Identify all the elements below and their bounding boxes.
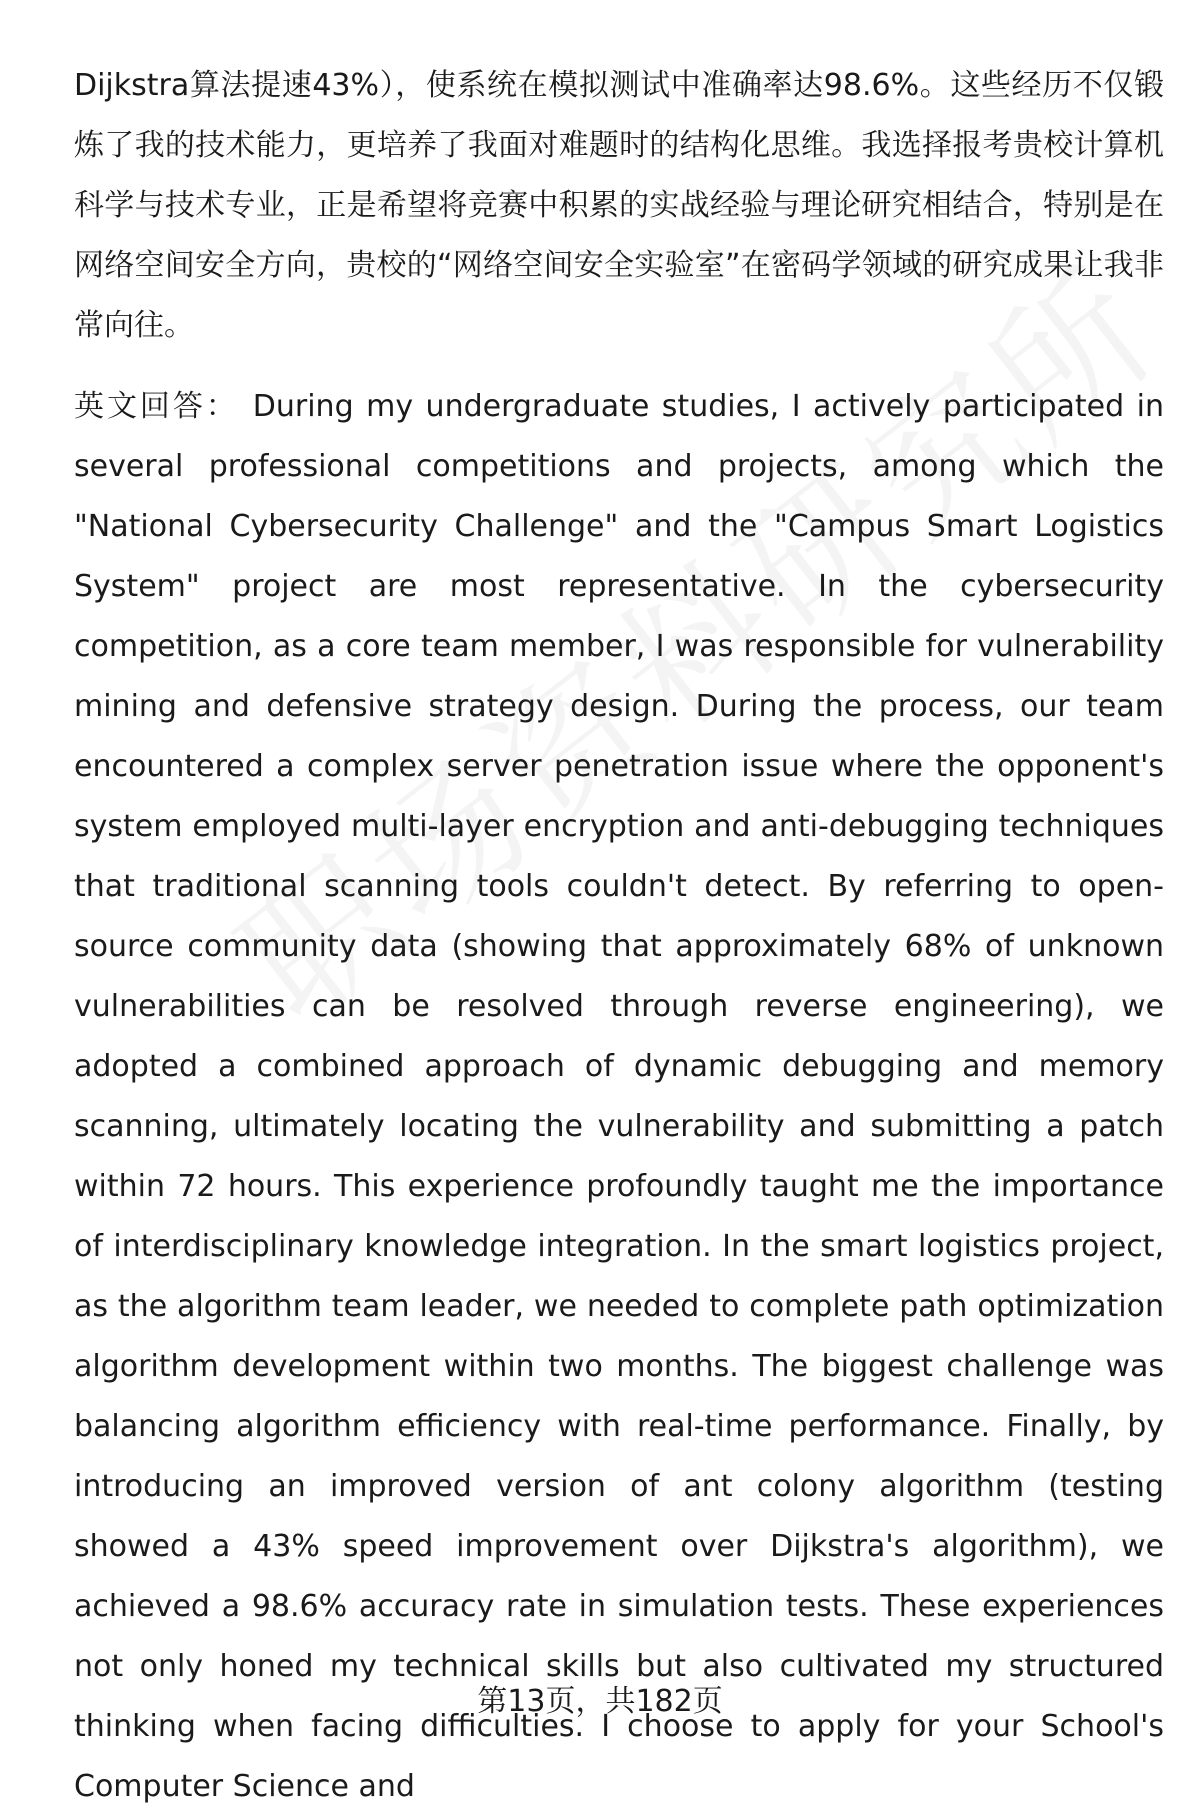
english-answer-label: 英文回答： — [74, 389, 239, 424]
english-answer-text: During my undergraduate studies, I actively participated in several professional competitions and projects, among which the "National Cybersecurity Challenge" and the "Campus Smart Logistics System" project are most representative. In the cybersecurity competition, as a core team member, I was responsible for vulnerability mining and defensive strategy design. During the process, our team encountered a complex server penetration issue where the opponent's system employed multi-layer encryption and anti-debugging techniques that traditional scanning tools couldn't detect. By referring to open-source community data (showing that approximately 68% of unknown vulnerabilities can be resolved through reverse engineering), we adopted a combined approach of dynamic debugging and memory scanning, ultimately locating the vulnerability and submitting a patch within 72 hours. This experience profoundly taught me the importance of interdisciplinary knowledge integration. In the smart logistics project, as the algorithm team leader, we needed to complete path optimization algorithm development within two months. The biggest challenge was balancing algorithm efficiency with real-time performance. Finally, by introducing an improved version of ant colony algorithm (testing showed a 43% speed improvement over Dijkstra's algorithm), we achieved a 98.6% accuracy rate in simulation tests. These experiences not only honed my technical skills but also cultivated my structured thinking when facing difficulties. I choose to apply for your School's Computer Science and — [74, 389, 1165, 1804]
english-answer-paragraph — [74, 377, 1164, 1817]
page-number-footer: 第13页，共182页 — [477, 1684, 723, 1719]
chinese-paragraph: Dijkstra算法提速43%），使系统在模拟测试中准确率达98.6%。这些经历不仅锻炼了我的技术能力，更培养了我面对难题时的结构化思维。我选择报考贵校计算机科学与技术专业，正是希望将竞赛中积累的实战经验与理论研究相结合，特别是在网络空间安全方向，贵校的“网络空间安全实验室”在密码学领域的研究成果让我非常向往。 — [74, 68, 1164, 343]
document-body — [74, 56, 1164, 1817]
